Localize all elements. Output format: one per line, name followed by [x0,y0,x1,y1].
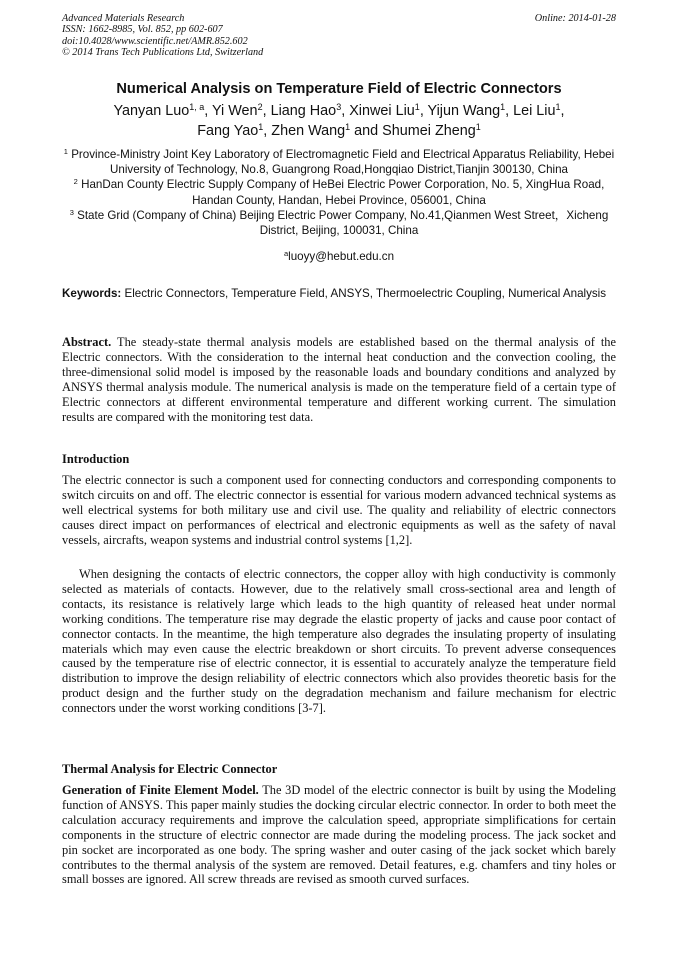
affiliation-mark: 2 [73,177,78,187]
author-affil-mark: 1 [258,122,264,132]
affiliation-text: HanDan County Electric Supply Company of HeBei Electric Power Corporation, No. 5, XingHua Road, Handan County, Handan, Hebei Province, 056001, China [77,178,605,207]
intro-paragraph-2: When designing the contacts of electric connectors, the copper alloy with high conductivity is commonly selected as materials of contacts. However, due to the relatively small cross-sectional area and length of contacts, its resistance is relatively large which leads to the high quantity of released heat under normal working conditions. The temperature rise may degrade the elastic property of jacks and cause poor contact of connector contacts. In the meantime, the high temperature also degrades the insulating property of insulating materials which may even cause the electric breakdown or short circuits. To prevent adverse consequences caused by the temperature rise of electric connector, it is essential to accurately analyze the temperature field distribution to improve the design reliability of electric connectors which also provides theoretic basis for the product design and the further study on the degradation mechanism and failure mechanism for electric connectors under the worst working conditions [3-7]. [62,567,616,716]
author-affil-mark: 1 [414,102,420,112]
copyright-line: © 2014 Trans Tech Publications Ltd, Switzerland [62,47,264,59]
online-date: Online: 2014-01-28 [534,13,616,24]
abstract-text: The steady-state thermal analysis models are established based on the thermal analysis of the Electric connectors. With the consideration to the internal heat conduction and the convection cooling, the three-dimensional solid model is imposed by the reasonable loads and boundary conditions and analyzed by ANSYS thermal analysis module. The numerical analysis is made on the temperature field of a certain type of Electric connectors at different environmental temperature and different working current. The simulation results are compared with the monitoring test data. [62,335,616,424]
affiliation-list [62,147,616,238]
author-affil-mark: 2 [257,102,263,112]
keywords-text: Electric Connectors, Temperature Field, ANSYS, Thermoelectric Coupling, Numerical Analysis [121,287,607,300]
affiliation-mark: 3 [69,207,74,217]
author-list [62,101,616,141]
affiliation [62,147,616,177]
keywords-label: Keywords: [62,287,122,300]
author-affil-mark: 1 [475,122,481,132]
author-affil-mark: 1, a [189,102,205,112]
abstract [62,335,616,424]
section-heading-introduction: Introduction [62,452,130,466]
author-name: , Yijun Wang [419,103,501,119]
fem-generation-paragraph [62,783,616,887]
keywords [62,287,616,302]
author-name: , Lei Liu [505,103,556,119]
author-name: Yanyan Luo [113,103,190,119]
affiliation-text: State Grid (Company of China) Beijing Electric Power Company, No.41,Qianmen West Street，Xicheng District, Beijing, 100031, China [73,208,609,238]
journal-name: Advanced Materials Research [62,13,185,24]
subsection-label: Generation of Finite Element Model. [62,783,259,797]
author-name: , Yi Wen [204,103,258,119]
section-heading-thermal-analysis: Thermal Analysis for Electric Connector [62,762,278,776]
contact-email [62,249,616,264]
abstract-label: Abstract. [62,335,112,349]
affiliation [62,208,616,238]
author-affil-mark: 3 [336,102,342,112]
affiliation-text: Province-Ministry Joint Key Laboratory of Electromagnetic Field and Electrical Apparatus Reliability, Hebei University of Technology, No.8, Guangrong Road,Hongqiao District,Tianjin 300130, China [67,148,615,177]
author-affil-mark: 1 [345,122,351,132]
author-affil-mark: 1 [500,102,506,112]
author-name: and Shumei Zheng [350,123,476,139]
email-address[interactable]: luoyy@hebut.edu.cn [288,250,395,263]
paper-title: Numerical Analysis on Temperature Field of Electric Connectors [116,81,562,97]
affiliation [62,177,616,207]
author-affil-mark: 1 [555,102,561,112]
author-name: Fang Yao [197,123,259,139]
intro-paragraph-1: The electric connector is such a component used for connecting conductors and corresponding components to switch circuits on and off. The electric connector is essential for various modern advanced technical systems as well electrical systems for both military use and civil use. The quality and reliability of electric connectors causes direct impact on performances of electrical and electronic equipments as well as the safety of naval vessels, aircrafts, weapon systems and industrial control systems [1,2]. [62,473,616,547]
author-name: , Liang Hao [262,103,337,119]
author-name: , Zhen Wang [263,123,346,139]
email-mark: a [283,249,289,258]
affiliation-mark: 1 [63,147,68,156]
author-separator: , [560,103,565,119]
author-name: , Xinwei Liu [341,103,415,119]
fem-generation-text: The 3D model of the electric connector is built by using the Modeling function of ANSYS. This paper mainly studies the docking circular electric connector. In order to both meet the calculation accuracy requirements and improve the calculation speed, appropriate simplifications for certain components in the structure of electric connector are made during the modeling process. The jack socket and pin socket are incorporated as one body. The spring washer and outer casing of the jack socket which barely contributes to the thermal analysis of the system are removed. Detail features, e.g. chamfers and tiny holes or small bosses are ignored. All screw threads are revised as smooth curved surfaces. [62,783,616,887]
journal-header [62,13,616,59]
doi-line: doi:10.4028/www.scientific.net/AMR.852.602 [62,35,248,47]
issn-line: ISSN: 1662-8985, Vol. 852, pp 602-607 [62,24,223,36]
